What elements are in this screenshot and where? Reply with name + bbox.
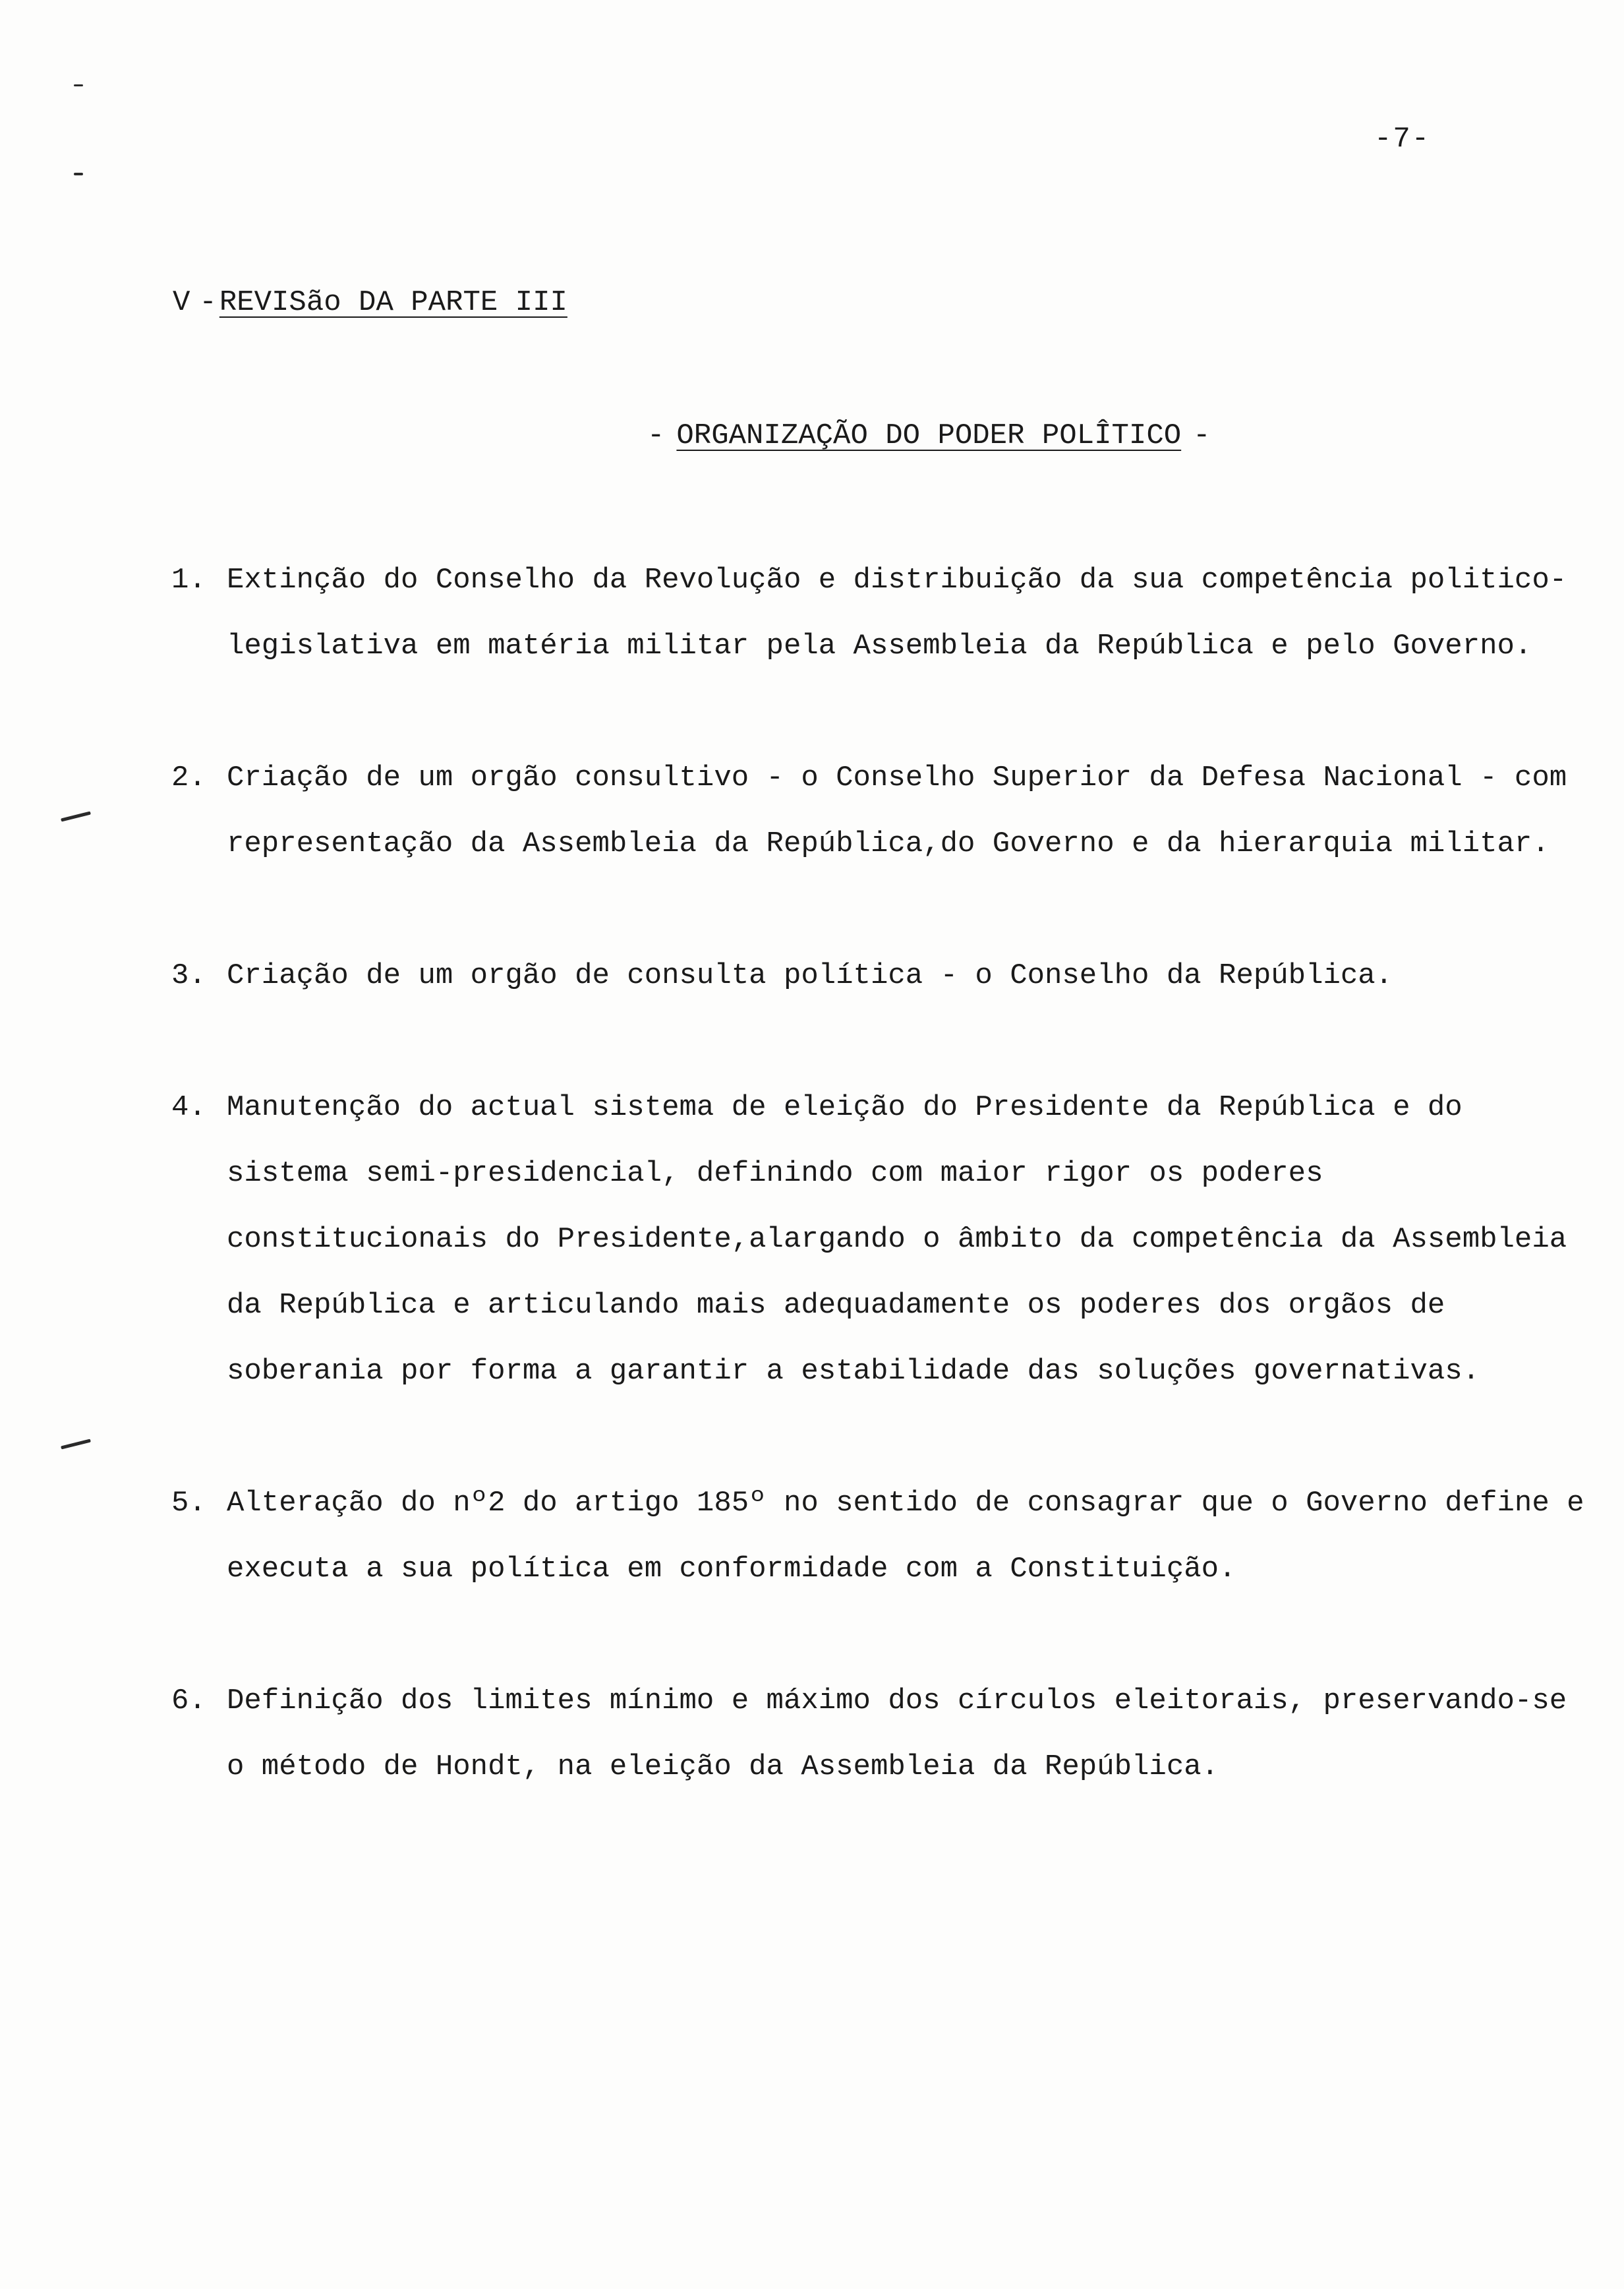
item-text: Alteração do nº2 do artigo 185º no sentido de consagrar que o Governo define e executa a sua política em conformidade com a Constituição. (227, 1487, 1584, 1586)
item-text: Definição dos limites mínimo e máximo dos círculos eleitorais, preservando-se o método de Hondt, na eleição da Assembleia da República. (227, 1684, 1567, 1783)
subheading-trail: - (1193, 419, 1211, 452)
margin-mark (74, 173, 83, 175)
item-text: Manutenção do actual sistema de eleição do Presidente da República e do sistema semi-presidencial, definindo com maior rigor os poderes constitucionais do Presidente,alargando o âmbito da competência da Assembleia da República e articulando mais adequadamente os poderes dos orgãos de soberania por forma a garantir a estabilidade das soluções governativas. (227, 1091, 1567, 1388)
list-item (171, 1075, 1588, 1404)
item-number: 4. (171, 1091, 206, 1124)
margin-mark (61, 1439, 91, 1450)
item-number: 6. (171, 1684, 206, 1717)
section-heading (173, 286, 567, 319)
item-number: 3. (171, 959, 206, 992)
item-text: Criação de um orgão de consulta política - o Conselho da República. (227, 959, 1393, 992)
page-number: -7- (1374, 123, 1431, 156)
item-number: 5. (171, 1487, 206, 1520)
list-item (171, 547, 1588, 679)
margin-mark (74, 84, 83, 86)
subheading (647, 419, 1211, 452)
subheading-lead: - (647, 419, 665, 452)
item-text: Extinção do Conselho da Revolução e distribuição da sua competência politico-legislativa em matéria militar pela Assembleia da República e pelo Governo. (227, 564, 1567, 663)
item-text: Criação de um orgão consultivo - o Conselho Superior da Defesa Nacional - com representação da Assembleia da República,do Governo e da hierarquia militar. (227, 761, 1567, 860)
margin-mark (61, 812, 91, 822)
section-roman: V (173, 286, 190, 319)
list-item (171, 1470, 1588, 1602)
list-item (171, 1668, 1588, 1800)
item-number: 1. (171, 564, 206, 597)
list-item (171, 745, 1588, 877)
item-number: 2. (171, 761, 206, 794)
section-title: REVISão DA PARTE III (219, 286, 567, 319)
revision-items (171, 547, 1588, 1866)
subheading-title: ORGANIZAÇÃO DO PODER POLÎTICO (676, 419, 1182, 452)
section-dash: - (199, 286, 217, 319)
list-item (171, 943, 1588, 1009)
